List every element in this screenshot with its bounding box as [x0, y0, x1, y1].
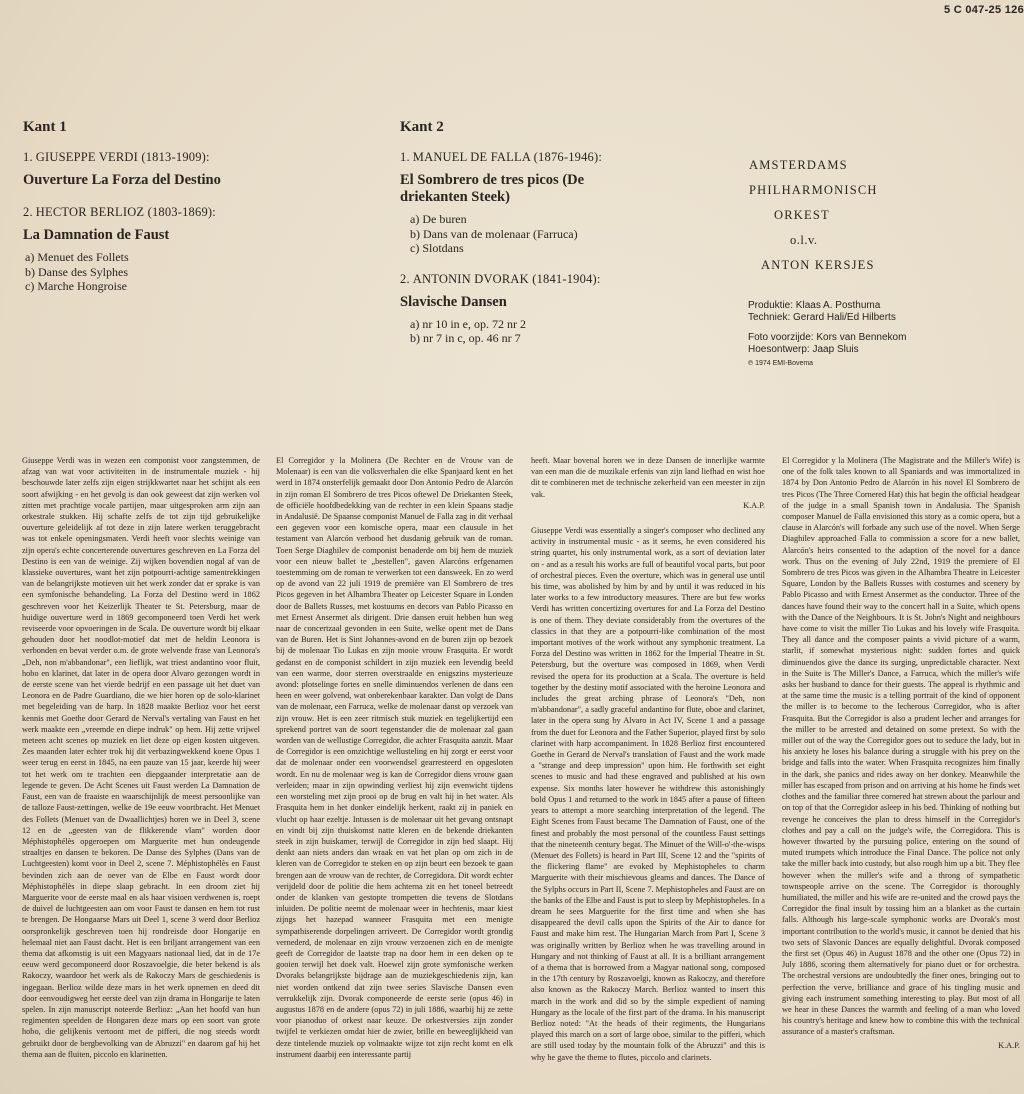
side-2-work-1: [400, 150, 740, 256]
movement: b) Danse des Sylphes: [25, 264, 128, 279]
movement: a) nr 10 in e, op. 72 nr 2: [410, 316, 526, 331]
movement-list: [410, 317, 740, 346]
side-2-title: Kant 2: [400, 119, 444, 135]
side-2-work-2: [400, 272, 740, 346]
side-1-work-2: [23, 205, 353, 294]
work-title-forza: Ouverture La Forza del Destino: [23, 172, 221, 188]
movement: c) Marche Hongroise: [25, 279, 127, 293]
work-title-slavische: Slavische Dansen: [400, 293, 507, 310]
side-1-title: Kant 1: [23, 119, 67, 135]
conductor-name: ANTON KERSJES: [761, 258, 875, 272]
performer-line: AMSTERDAMS: [749, 158, 848, 172]
notes-paragraph: El Corregidor y la Molinera (De Rechter en de Vrouw van de Molenaar) is een van die volksverhalen die elke Spanjaard kent en het werd in 1874 onsterfelijk gemaakt door Don Antonio Pedro de Alarcón in zijn roman El Sombrero de tres Picos oftewel De Driekanten Steek, de officiële hoofdbedekking van de rechter in een klein Spaans stadje in Andalusië. De Spaanse componist Manuel de Falla zag in dit verhaal een gegeven voor een komische opera, maar een clausule in het testament van Alarcón verbood het dusdanig gebruik van de roman. Toen Serge Diaghilev de componist benaderde om bij hem de muziek voor een nieuw ballet te „bestellen", gaven Alarcóns erfgenamen toestemming om de roman te verwerken tot een dansweek. En zo werd op de avond van 22 juli 1919 de première van El Sombrero de tres Picos gegeven in het Alhambra Theater op Leicester Square in Londen door de Ballets Russes, met kostuums en decors van Pablo Picasso en met Ernest Ansermet als dirigent. Drie dansen eruit hebben hun weg naar de concertzaal gevonden in een Suite, welke opent met de Dans van de Buren. Het is Sint Johannes-avond en de buren zijn op bezoek bij de molenaar Tio Lukas en zijn mooie vrouw Frasquita. Er wordt gedanst en de componist schildert in zijn muziek een levendig beeld van een warme, door sterren overstraalde en enigszins mysterieuze avond: plotselinge fortes en snelle diminuendos verlenen de dans een heen en weer golvend, wat onberekenbaar karakter. Dan volgt de Dans van de molenaar, een Farruca, welke de molenaar danst op verzoek van zijn vrouw. Het is een zeer ritmisch stuk muziek en tegelijkertijd een sprekend portret van de soort tegenstander die de molenaar zal gaan worden van de wellustige Corregidor, die achter Frasquita aanzit. Maar de Corregidor is een omzichtige wellusteling en hij zorgt er eerst voor dat de molenaar onder een voorwendsel gearresteerd en opgesloten wordt. En nu de molenaar weg is kan de Corregidor diens vrouw gaan verleiden; maar in zijn opwinding verliest hij zijn evenwicht tijdens een worsteling met zijn prooi op de brug en valt hij in het water. Als Frasquita hem in het donker eindelijk herkent, raakt zij in paniek en vlucht op haar ezeltje. Intussen is de molenaar uit het gevang ontsnapt en vindt bij zijn thuiskomst natte kleren en de bekende driekanten steek in zijn huiskamer, terwijl de Corregidor in zijn bed slaapt. Hij denkt aan niets anders dan wraak en vat het plan op om zich in de kleren van de Corregidor te steken en op zijn beurt een bezoek te gaan brengen aan de vrouw van de rechter, de Corregidora. Dit wordt echter verijdeld door de politie die hem achterna zit en het toneel betreedt onder de klanken van gestopte trompetten die tevens de Slotdans inluiden. De politie neemt de molenaar weer in hechtenis, maar kiest zijngs het hazepad wanneer Frasquita met een menigte sympathiserende dorpelingen arriveert. De Corregidor wordt grondig vernederd, de molenaar en zijn vrouw verzoenen zich en de menigte geeft de Corregidor de laatste trap na door hem in een deken op te gooien terwijl het doek valt. Hoewel zijn grote symfonische werken Dvoraks belangrijkste bijdrage aan de muziekgeschiedenis zijn, kan niet worden ontkend dat zijn twee series Slavische Dansen even verrukkelijk zijn. Dvorak componeerde de eerste serie (opus 46) in augustus 1878 en de andere (opus 72) in juli 1886, waarbij hij ze zette voor pianoduo of orkest naar keuze. De orkestversies zijn zonder twijfel te verkiezen omdat hier de zwier, brille en beweeglijkheid van deze tintelende muziek op volmaakte wijze tot zijn recht komt en elk instrument daarbij een interessante partij: [276, 456, 513, 1059]
movement: a) De buren: [410, 212, 467, 226]
side-2-tracklist: [400, 119, 740, 362]
notes-paragraph: Giuseppe Verdi was essentially a singer's composer who declined any activity in instrumental music - as it seems, he even considered his string quartet, his only instrumental work, as a sort of deviation later on - and as a result his works are full of beautiful vocal parts, but poor of orchestral pieces. Even the overture, which was in general use until his time, was abolished by him by and by until it was reduced in his later works to a few introductory measures. There are but few works Verdi has written concertizing overtures for and La Forza del Destino is one of them. They deviate considerably from the overtures of the classics in that they are a potpourri-like combination of the most important motives of the work without any symphonic treatment. La Forza del Destino was written in 1862 for the Imperial Theatre in St. Petersburg, but the overture was composed in 1869, when Verdi revised the opera for its production at a Scala. The overture is held together by the destiny motif associated with the heroine Leonora and includes the great arching phrase of Leonora's "Deh, non m'abbandonar", a sadly graceful andantino for flute, oboe and clarinet, later in the opera sung by Alvaro in Act IV, Scene 1 and a passage from the duet for Leonora and the Father Superior, played first by solo clarinet with harp accompaniment. In 1828 Berlioz first encountered Goethe in Gerard de Nerval's translation of Faust and the work made a "strange and deep impression" upon him. He forthwith set eight scenes to music and had these engraved and published at his own expense. Six months later however he withdrew this astonishingly bold Opus 1 and returned to the work in 1845 after a pause of fifteen years to attempt a more searching interpretation of the legend. The Eight Scenes from Faust became The Damnation of Faust, one of the finest and probably the most personal of the countless Faust settings that the nineteenth century begat. The Minuet of the Will-o'-the-wisps (Menuet des Follets) is heard in Part III, Scene 12 and the "spirits of the flickering flame" are evoked by Mephistopheles to charm Marguerite with their mischievous gleams and dances. The Dance of the Sylphs occurs in Part II, Scene 7. Mephistopheles and Faust are on the banks of the Elbe and Faust is put to sleep by Mephistopheles. In a dream he sees Marguerite for the first time and when she has disappeared the devil calls upon the Spirits of the Air to dance for Faust and make him rest. The Hungarian March from Part I, Scene 3 was originally written by Berlioz when he was travelling around in Hungary and not thinking of Faust at all. It is a brilliant arrangement of a thema that is borrowed from a Magyar national song, composed in the 17th century by Roszavoelgi, known as Rakoczy, and therefore also known as the Rakoczy March. Berlioz wanted to insert this march in the work and did so by the simple expedient of naming Hungary as the locale of the first part of the drama. In his manuscript Berlioz noted: "At the heads of their regiments, the Hungarians played this march on a sort of large oboe, similar to the pifferi, which are still used today by the mountain folk of the Abruzzi" and this is why he gave the theme to flutes, piccolo and clarinets.: [531, 526, 765, 1062]
author-signature: K.A.P.: [743, 500, 765, 510]
credit-produktie: Produktie: Klaas A. Posthuma: [748, 300, 881, 311]
movement: c) Slotdans: [410, 241, 464, 255]
performer-line: o.l.v.: [790, 233, 818, 247]
composer-berlioz: 2. HECTOR BERLIOZ (1803-1869):: [23, 205, 216, 219]
credit-hoes: Hoesontwerp: Jaap Sluis: [748, 344, 859, 355]
credit-foto: Foto voorzijde: Kors van Bennekom: [748, 332, 907, 343]
performer-line: ORKEST: [774, 208, 830, 222]
composer-verdi: 1. GIUSEPPE VERDI (1813-1909):: [23, 150, 210, 164]
movement: a) Menuet des Follets: [25, 250, 129, 264]
composer-dvorak: 2. ANTONIN DVORAK (1841-1904):: [400, 271, 601, 286]
movement-list: [410, 212, 740, 256]
movement: b) nr 7 in c, op. 46 nr 7: [410, 331, 521, 345]
credit-techniek: Techniek: Gerard Hali/Ed Hilberts: [748, 312, 896, 323]
composer-falla: 1. MANUEL DE FALLA (1876-1946):: [400, 150, 603, 164]
credits-block: [748, 300, 906, 370]
notes-dutch-column-1: [22, 455, 260, 1060]
performers-block: [749, 153, 878, 278]
work-title-faust: La Damnation de Faust: [23, 227, 170, 243]
catalog-number: 5 C 047-25 126: [943, 4, 1024, 16]
side-1-work-1: [23, 150, 353, 189]
notes-english-column-4: [782, 455, 1020, 1051]
notes-paragraph: El Corregidor y la Molinera (The Magistrate and the Miller's Wife) is one of the folk tales known to all Spaniards and was immortalized in 1874 by Don Antonio Pedro de Alarcón in his novel El Sombrero de tres Picos (The Three Cornered Hat) this hat begin the official headgear of the judge in a small Spanish town in Andalusia. The Spanish composer Manuel de Falla envisioned this story as a comic opera, but a clause in Alarcón's will forbade any such use of the novel. When Serge Diaghilev approached Falla to commission a score for a new ballet, Alarcón's heirs consented to the adaption of the novel for a dance work. Thus on the evening of July 22nd, 1919 the premiere of El Sombrero de tres Picos was given in the Alhambra Theatre in Leicester Square, London by the Ballets Russes with costumes and scenery by Pablo Picasso and with Ernest Ansermet as the conductor. Three of the dances have found their way to the concert hall in a Suite, which opens with the Dance of the Neighbours. It is St. John's Night and neighbours have come to visit the miller Tio Lukas and his lovely wife Frasquita. They all dance and the composer paints a vivid picture of a warm, starlit, if somewhat mysterious night: sudden fortes and quick diminuendos give the dance its surging, unpredictable character. Next in the Suite is The Miller's Dance, a Farruca, which the miller's wife asks her husband to dance for their guests. The appeal is rhythmic and at the same time the music is a telling portrait of the kind of opponent the miller is to become to the lecherous Corregidor, who is after Frasquita. But the Corregidor is also a prudent lecher and arranges for the miller to be arrested and detained on some pretext. So with the miller out of the way the Corregidor goes out to seduce the lady, but in his anxiety he loses his balance during a struggle with his prey on the bridge and falls into the water. When Frasquita recognizes him finally in the dark, she panics and rides away on her donkey. Meanwhile the miller has escaped from prison and on arriving at his home he finds wet clothes and the familiar three cornered hat strewn about the parlour and on top of that the Corregidor asleep in his bed. Thinking of nothing but revenge he conceives the plan to dress himself in the Corregidor's clothes and pay a call on the judge's wife, the Corregidora. This is however thwarted by the pursuing police, entering on the sound of muted trumpets which introduce the Final Dance. The police not only take the miller back into custody, but also rough him up a bit. They flee however when the miller's wife and a throng of sympathetic townspeople arrive on the scene. The Corregidor is thoroughly humiliated, the miller and his wife are re-united and the crowd pays the Corregidor the final insult by tossing him an a blanket as the curtain falls. Although his large-scale symphonic works are Dvorak's most important contribution to the world's music, it cannot be denied that his two sets of Slavonic Dances are equally delightful. Dvorak composed the first set (Opus 46) in August 1878 and the other one (Opus 72) in July 1886, scoring them alternatively for piano duet or for orchestra. The orchestral versions are undoubtedly the finer ones, bringing out to perfection the verve, brilliance and grace of his tingling music and giving each instrument something interesting to play. But most of all we hear in these Dances the warmth and feeling of a man who loved his country's heritage and knew how to combine this with the technical assurance of a master's craftsman.: [782, 456, 1021, 1037]
movement: b) Dans van de molenaar (Farruca): [410, 226, 578, 241]
movement-list: [25, 250, 353, 294]
work-title-sombrero: El Sombrero de tres picos (De driekanten Steek): [400, 172, 585, 205]
notes-column-3: [531, 455, 765, 1063]
notes-paragraph: Giuseppe Verdi was in wezen een componist voor zangstemmen, de afzag van wat voor activiteiten in de instrumentale muziek - hij beschouwde later zelfs zijn eigen strijkkwartet naar het schijnt als een soort afwijking - en het gevolg is dan ook geweest dat zijn werken vol zitten met prachtige vocale partijen, maar uitgesproken arm zijn aan orkestrale stukken. Hij schafte zelfs de tot zijn tijd gebruikelijke ouverture geleidelijk af tot deze in zijn latere werken teruggebracht was tot enkele openingsmaten. Verdi heeft voor slechts weinige van zijn opera's echte concerterende ouvertures geschreven en La Forza del Destino is een van de weinige. Zij wijken bovendien nogal af van de klassieke ouvertures, want het zijn potpourri-achtige samentrekkingen van de belangrijkste motieven uit het werk zonder dat er sprake is van een symfonische behandeling. La Forza del Destino werd in 1862 geschreven voor het Keizerlijk Theater te St. Petersburg, maar de huidige ouverture werd in 1869 gecomponeerd toen Verdi het werk reviseerde voor opvoeringen in de Scala. De ouverture wordt bij elkaar gehouden door het noodlot-motief dat met de heldin Leonora is verbonden en bevat verder o.m. de grote welvende frase van Leonora's „Deh, non m'abbandonar", een lieflijk, wat triest andantino voor fluit, hobo en klarinet, dat later in de opera door Alvaro gezongen wordt in de eerste scene van het vierde bedrijf en een passage uit het duet van Leonora en de Padre Guardiano, die we hier horen op de solo-klarinet met begeleiding van de harp. In 1828 maakte Berlioz voor het eerst kennis met Goethe door Gerard de Nerval's vertaling van Faust en het werk maakte een „vreemde en diepe indruk" op hem. Hij zette vrijwel meteen acht scenes op muziek en liet deze op eigen kosten uitgeven. Zes maanden later echter trok hij dit verbazingwekkend koene Opus 1 weer terug en eerst in 1845, na een pauze van 15 jaar, keerde hij weer tot het werk om te trachten een diepgaander interpretatie aan de legende te geven. De Acht Scenes uit Faust werden La Damnation de Faust, een van de fraaiste en waarschijnlijk de meest persoonlijke van de talloze Faust-zettingen, welke de 19e eeuw voortbracht. Het Menuet des Follets (Menuet van de Dwaallichtjes) horen we in Deel 3, scene 12 en de „geesten van de flikkerende vlam" worden door Méphistophélès opgeroepen om Marguerite met hun ondeugende straaltjes en dansen te bekoren. De Danse des Sylphes (Dans van de Luchtgeesten) komt voor in Deel 2, scene 7. Méphistophélès en Faust bevinden zich aan de oever van de Elbe en Faust wordt door Méphistophélès in diepe slaap gebracht. In een droom ziet hij Marguerite voor de eerste maal en als haar visioen verdwenen is, roept de duivel de luchtgeesten aan om voor Faust te dansen en hem tot rust te brengen. De Hongaarse Mars uit Deel 1, scene 3 werd door Berlioz oorspronkelijk geschreven toen hij rondreisde door Hongarije en helemaal niet aan Faust dacht. Het is een briljant arrangement van een thema dat afkomstig is uit een Magyaars nationaal lied, dat in de 17e eeuw werd gecomponeerd door Roszavoelgie, die beter bekend is als Rakoczy, waardoor het werk als de Rakoczy Mars de geschiedenis is ingegaan. Berlioz wilde deze mars in het werk opnemen en deed dit door eenvoudigweg het eerste deel van zijn drama in Hongarije te laten spelen. In zijn manuscript noteerde Berlioz: „Aan het hoofd van hun regimenten speelden de Hongaren deze mars op een soort van grote hobo, die gelijkenis vertoont met de pifferi, die nog steeds wordt gebruikt door de bergbevolking van de Abruzzi" en daarom gaf hij het thema aan de fluiten, piccolo en klarinetten.: [22, 456, 260, 1059]
performer-line: PHILHARMONISCH: [749, 183, 878, 197]
author-signature: K.A.P.: [998, 1040, 1020, 1050]
copyright-notice: ℗ 1974 EMI-Bovema: [748, 360, 814, 367]
notes-dutch-column-2: [276, 455, 513, 1060]
side-1-tracklist: [23, 119, 353, 310]
notes-paragraph: heeft. Maar bovenal horen we in deze Dansen de innerlijke warmte van een man die de muzikale erfenis van zijn land liefhad en wist hoe dit te combineren met de technische zekerheid van een meester in zijn vak.: [531, 456, 765, 499]
